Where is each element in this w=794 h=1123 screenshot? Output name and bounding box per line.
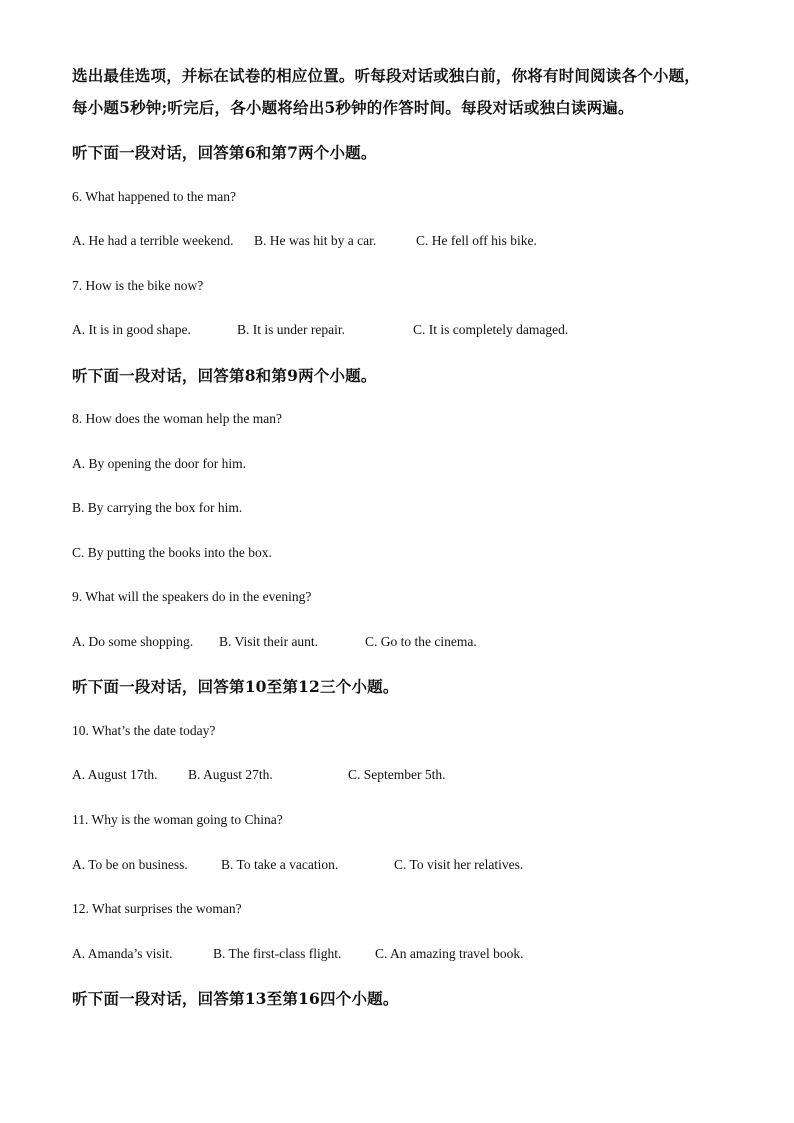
- question-11-option-c: C. To visit her relatives.: [394, 857, 524, 872]
- question-10: 10. What’s the date today?: [72, 723, 216, 738]
- question-12-option-b: B. The first-class flight.: [213, 946, 342, 961]
- section-heading: 听下面一段对话，回答第6和第7两个小题。: [72, 143, 377, 162]
- question-6-option-c: C. He fell off his bike.: [416, 233, 537, 248]
- question-11-option-a: A. To be on business.: [72, 857, 188, 872]
- question-9-option-c: C. Go to the cinema.: [365, 634, 477, 649]
- question-8: 8. How does the woman help the man?: [72, 411, 282, 426]
- instructions-line-1: 选出最佳选项，并标在试卷的相应位置。听每段对话或独白前，你将有时间阅读各个小题，: [72, 66, 701, 85]
- question-11: 11. Why is the woman going to China?: [72, 812, 283, 827]
- question-9-option-a: A. Do some shopping.: [72, 634, 194, 649]
- section-heading: 听下面一段对话，回答第13至第16四个小题。: [72, 989, 399, 1008]
- section-heading: 听下面一段对话，回答第10至第12三个小题。: [72, 677, 399, 696]
- question-9-option-b: B. Visit their aunt.: [219, 634, 319, 649]
- question-7-option-a: A. It is in good shape.: [72, 322, 191, 337]
- question-8-option-a: A. By opening the door for him.: [72, 456, 246, 471]
- question-12: 12. What surprises the woman?: [72, 901, 242, 916]
- question-11-option-b: B. To take a vacation.: [221, 857, 339, 872]
- question-8-option-b: B. By carrying the box for him.: [72, 500, 243, 515]
- question-6-option-a: A. He had a terrible weekend.: [72, 233, 234, 248]
- question-6: 6. What happened to the man?: [72, 189, 236, 204]
- question-7: 7. How is the bike now?: [72, 278, 204, 293]
- question-10-option-a: A. August 17th.: [72, 767, 158, 782]
- question-10-option-c: C. September 5th.: [348, 767, 446, 782]
- question-10-option-b: B. August 27th.: [188, 767, 273, 782]
- question-8-option-c: C. By putting the books into the box.: [72, 545, 272, 560]
- question-12-option-c: C. An amazing travel book.: [375, 946, 524, 961]
- section-heading: 听下面一段对话，回答第8和第9两个小题。: [72, 366, 377, 385]
- question-7-option-b: B. It is under repair.: [237, 322, 345, 337]
- question-9: 9. What will the speakers do in the evening?: [72, 589, 312, 604]
- question-7-option-c: C. It is completely damaged.: [413, 322, 569, 337]
- question-12-option-a: A. Amanda’s visit.: [72, 946, 173, 961]
- question-6-option-b: B. He was hit by a car.: [254, 233, 377, 248]
- instructions-line-2: 每小题5秒钟;听完后，各小题将给出5秒钟的作答时间。每段对话或独白读两遍。: [72, 98, 634, 117]
